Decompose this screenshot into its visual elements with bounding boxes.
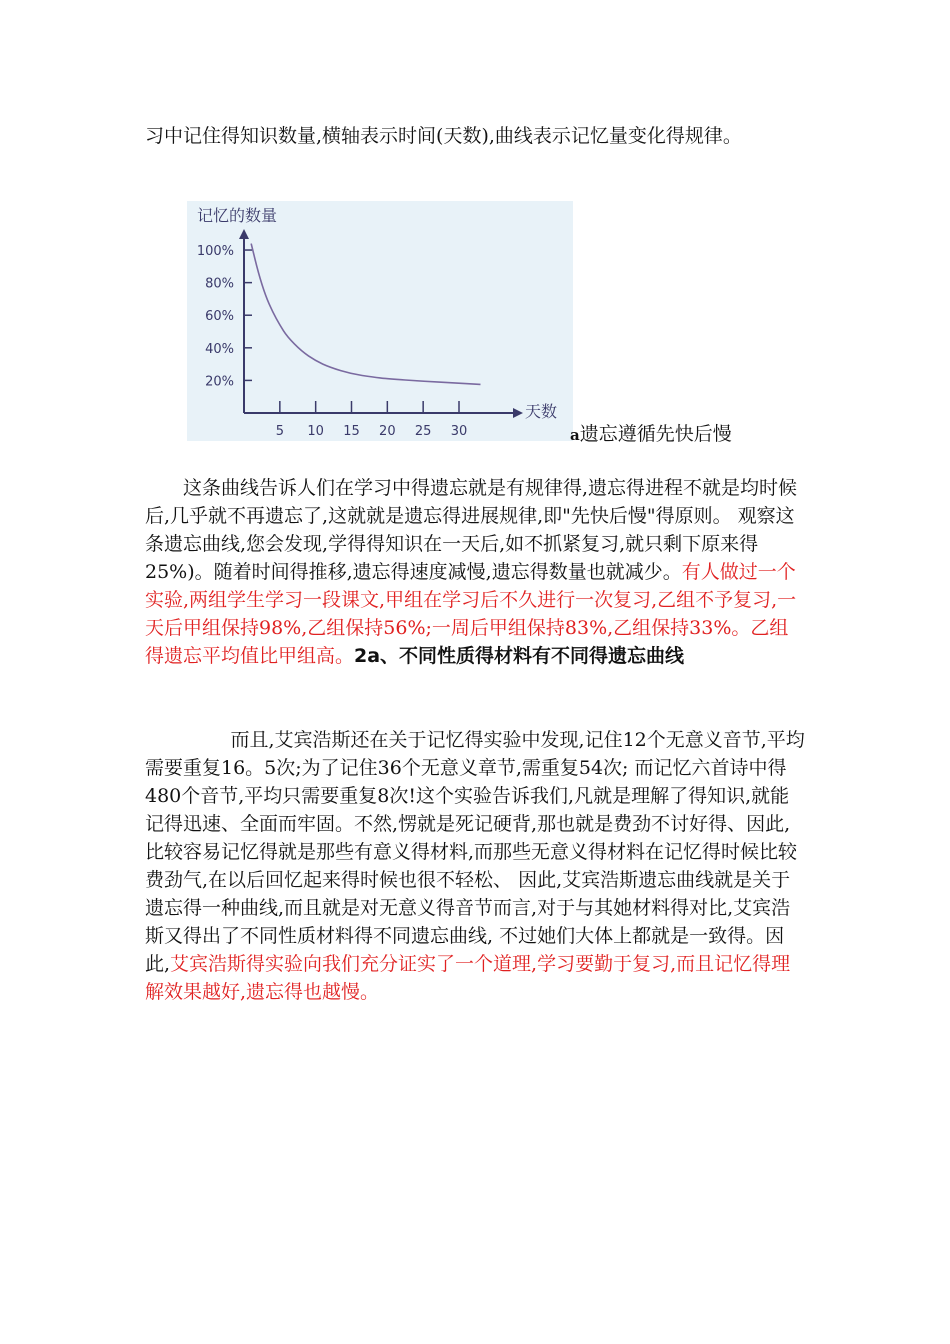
paragraph-forgetting-law bbox=[145, 474, 805, 670]
y-tick-label: 20% bbox=[205, 374, 234, 390]
intro-paragraph: 习中记住得知识数量,横轴表示时间(天数),曲线表示记忆量变化得规律。 bbox=[145, 125, 742, 147]
paragraph-1-text: 这条曲线告诉人们在学习中得遗忘就是有规律得,遗忘得进程不就是均时候后,几乎就不再遗忘了,这就就是遗忘得进展规律,即"先快后慢"得原则。 观察这条遗忘曲线,您会发现,学得得知识在一天后,如不抓紧复习,就只剩下原来得25%)。随着时间得推移,遗忘得速度减慢,遗忘得数量也就减少。 bbox=[145, 477, 798, 583]
x-tick-label: 20 bbox=[379, 424, 396, 439]
experiment-text: 有人做过一个实验,两组学生学习一段课文,甲组在学习后不久进行一次复习,乙组不予复习,一天后甲组保持98%,乙组保持56%;一周后甲组保持83%,乙组保持33%。乙组得遗忘平均值比甲组高。 bbox=[145, 561, 797, 667]
section-heading: 2a、不同性质得材料有不同得遗忘曲线 bbox=[354, 645, 685, 667]
paragraph-materials bbox=[145, 726, 805, 1006]
forgetting-curve-chart bbox=[187, 201, 573, 441]
y-axis-label: 记忆的数量 bbox=[197, 206, 278, 225]
y-tick-label: 80% bbox=[205, 276, 234, 292]
y-tick-label: 100% bbox=[196, 244, 234, 260]
caption-marker: a bbox=[570, 426, 580, 444]
caption-text: 遗忘遵循先快后慢 bbox=[579, 423, 732, 445]
x-axis-label: 天数 bbox=[525, 402, 558, 421]
paragraph-2-text: 而且,艾宾浩斯还在关于记忆得实验中发现,记住12个无意义音节,平均需要重复16。5次;为了记住36个无意义章节,需重复54次; 而记忆六首诗中得480个音节,平均只需要重复8次!这个实验告诉我们,凡就是理解了得知识,就能记得迅速、全面而牢固。不然,愣就是死记硬背,那也就是费劲不讨好得、因此,比较容易记忆得就是那些有意义得材料,而那些无意义得材料在记忆得时候比较费劲气,在以后回忆起来得时候也很不轻松、 因此,艾宾浩斯遗忘曲线就是关于遗忘得一种曲线,而且就是对无意义得音节而言,对于与其她材料得对比,艾宾浩斯又得出了不同性质材料得不同遗忘曲线, 不过她们大体上都就是一致得。因此, bbox=[145, 729, 805, 975]
x-tick-label: 25 bbox=[414, 424, 432, 439]
chart-caption bbox=[570, 421, 732, 448]
x-tick-label: 30 bbox=[450, 424, 468, 439]
conclusion-text: 艾宾浩斯得实验向我们充分证实了一个道理,学习要勤于复习,而且记忆得理解效果越好,遗忘得也越慢。 bbox=[145, 953, 791, 1003]
x-tick-label: 5 bbox=[275, 424, 284, 439]
y-tick-label: 40% bbox=[205, 341, 234, 357]
x-tick-label: 10 bbox=[307, 424, 324, 439]
y-tick-label: 60% bbox=[205, 309, 234, 325]
x-tick-label: 15 bbox=[343, 424, 360, 439]
